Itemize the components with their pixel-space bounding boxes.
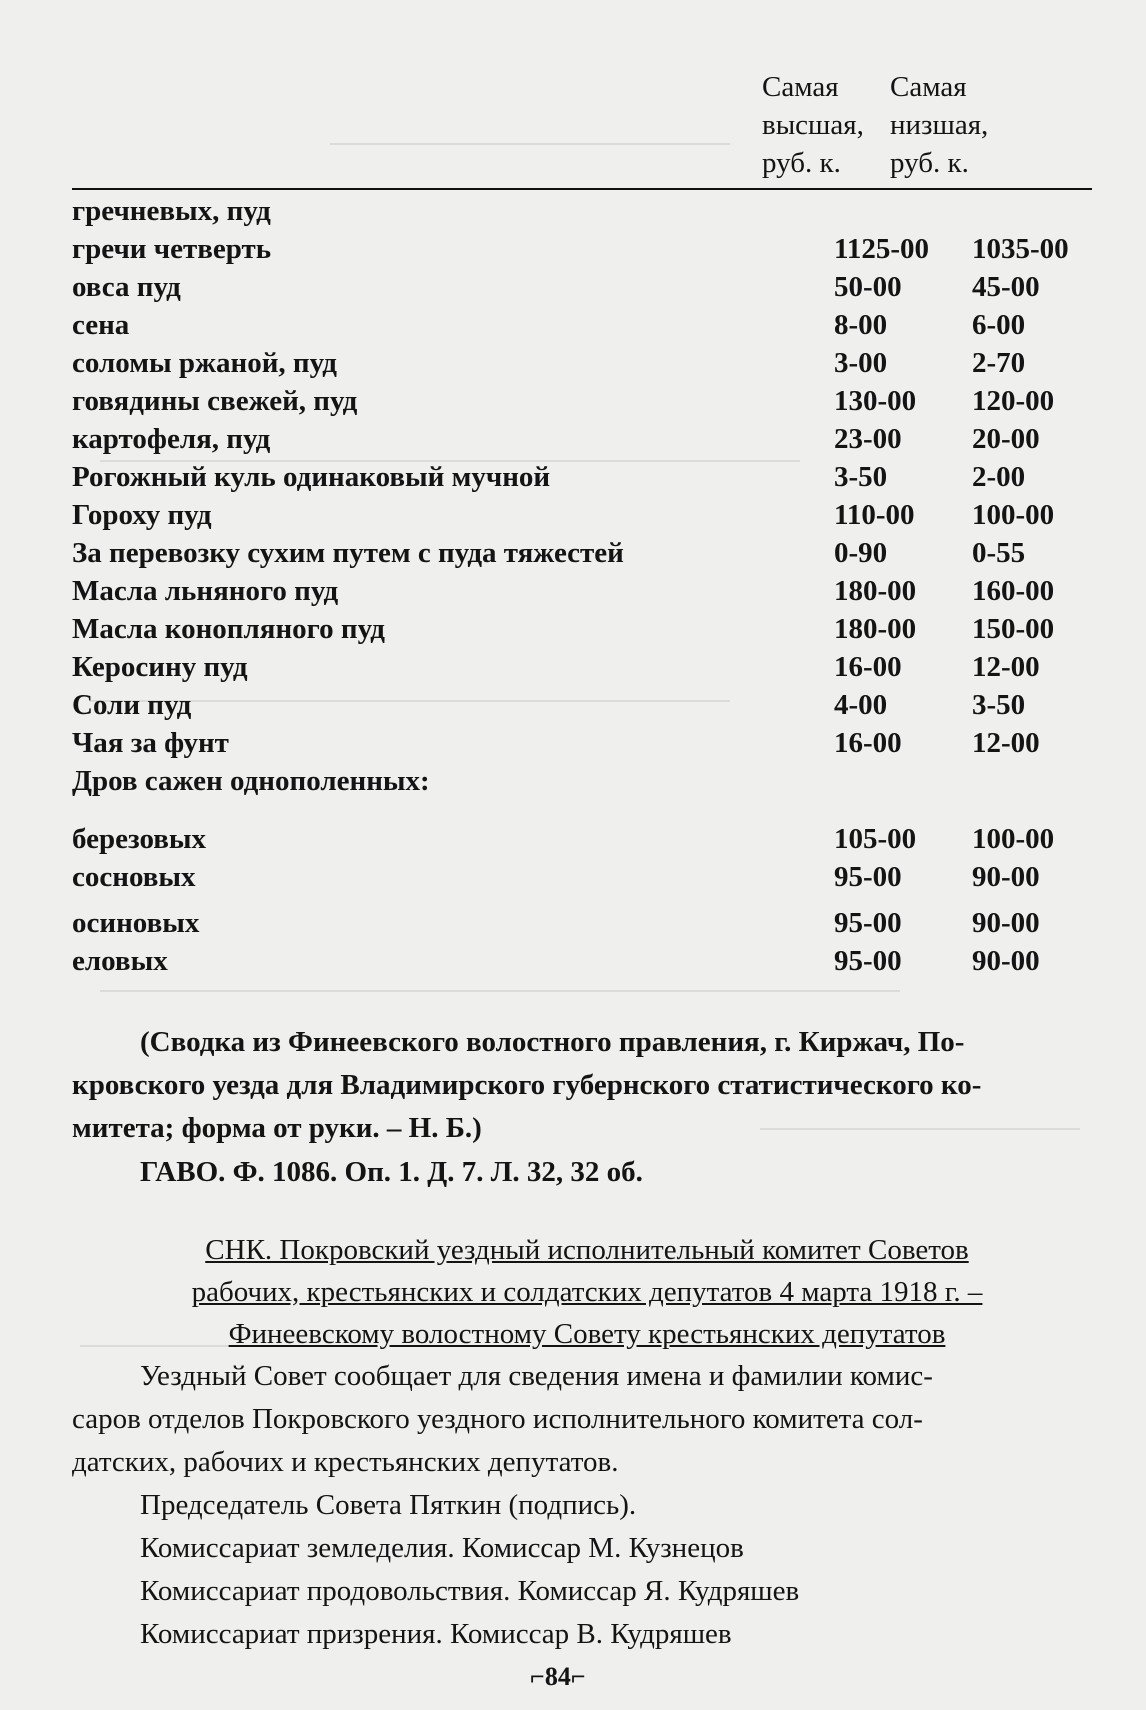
row-low-price: 6-00	[972, 309, 1026, 341]
row-low-price: 45-00	[972, 271, 1040, 303]
table-row	[72, 420, 1102, 458]
table-row	[72, 192, 1102, 230]
row-name: Масла конопляного пуд	[72, 613, 385, 645]
row-low-price: 3-50	[972, 689, 1026, 721]
row-low-price: 150-00	[972, 613, 1055, 645]
row-name: сосновых	[72, 861, 196, 893]
table-row	[72, 610, 1102, 648]
column-header-low	[890, 68, 988, 182]
table-row	[72, 344, 1102, 382]
note-line: (Сводка из Финеевского волостного правления, г. Киржач, По-	[140, 1026, 965, 1058]
row-name: осиновых	[72, 907, 200, 939]
column-header-high-line: высшая,	[762, 109, 864, 141]
row-high-price: 180-00	[834, 575, 917, 607]
note-line: кровского уезда для Владимирского губернского статистического ко-	[72, 1069, 982, 1101]
row-low-price: 12-00	[972, 651, 1040, 683]
row-name: соломы ржаной, пуд	[72, 347, 337, 379]
row-name: сена	[72, 309, 130, 341]
row-name: Гороху пуд	[72, 499, 212, 531]
column-header-low-line: Самая	[890, 71, 967, 103]
row-name: еловых	[72, 945, 168, 977]
table-row	[72, 382, 1102, 420]
row-low-price: 120-00	[972, 385, 1055, 417]
signature-line: Председатель Совета Пяткин (подпись).	[140, 1489, 637, 1521]
table-row	[72, 572, 1102, 610]
row-high-price: 95-00	[834, 907, 902, 939]
row-name: Масла льняного пуд	[72, 575, 339, 607]
column-header-high-line: руб. к.	[762, 147, 841, 179]
row-high-price: 50-00	[834, 271, 902, 303]
row-name: За перевозку сухим путем с пуда тяжестей	[72, 537, 624, 569]
row-name: березовых	[72, 823, 207, 855]
column-header-high-line: Самая	[762, 71, 839, 103]
column-header-high	[762, 68, 864, 182]
row-low-price: 100-00	[972, 823, 1055, 855]
page-number	[530, 1662, 586, 1692]
table-row	[72, 496, 1102, 534]
row-low-price: 0-55	[972, 537, 1026, 569]
row-name: овса пуд	[72, 271, 181, 303]
row-low-price: 2-70	[972, 347, 1026, 379]
archive-reference: ГАВО. Ф. 1086. Оп. 1. Д. 7. Л. 32, 32 об.	[140, 1156, 643, 1188]
commissar-line: Комиссариат продовольствия. Комиссар Я. Кудряшев	[140, 1575, 800, 1607]
table-row	[72, 230, 1102, 268]
table-row	[72, 904, 1102, 942]
row-low-price: 90-00	[972, 861, 1040, 893]
row-high-price: 3-50	[834, 461, 888, 493]
note-line: митета; форма от руки. – Н. Б.)	[72, 1112, 482, 1144]
row-low-price: 90-00	[972, 907, 1040, 939]
commissar-line: Комиссариат земледелия. Комиссар М. Кузнецов	[140, 1532, 744, 1564]
heading-line: СНК. Покровский уездный исполнительный комитет Советов	[205, 1234, 969, 1266]
row-low-price: 12-00	[972, 727, 1040, 759]
page-number-ornament: ⌐	[530, 1662, 545, 1691]
commissar-line: Комиссариат призрения. Комиссар В. Кудряшев	[140, 1618, 732, 1650]
table-row	[72, 858, 1102, 896]
row-high-price: 23-00	[834, 423, 902, 455]
row-low-price: 100-00	[972, 499, 1055, 531]
row-high-price: 95-00	[834, 861, 902, 893]
table-row	[72, 686, 1102, 724]
row-low-price: 1035-00	[972, 233, 1069, 265]
row-high-price: 16-00	[834, 651, 902, 683]
body-line: Уездный Совет сообщает для сведения имена и фамилии комис-	[140, 1360, 933, 1392]
body-line: датских, рабочих и крестьянских депутатов.	[72, 1446, 619, 1478]
table-row	[72, 942, 1102, 980]
row-name: Соли пуд	[72, 689, 192, 721]
row-high-price: 130-00	[834, 385, 917, 417]
table-row	[72, 648, 1102, 686]
row-high-price: 0-90	[834, 537, 888, 569]
row-name: Чая за фунт	[72, 727, 229, 759]
table-row	[72, 762, 1102, 800]
page-number-value: 84	[544, 1662, 571, 1691]
column-header-low-line: руб. к.	[890, 147, 969, 179]
table-row	[72, 268, 1102, 306]
column-header-low-line: низшая,	[890, 109, 989, 141]
row-name: говядины свежей, пуд	[72, 385, 358, 417]
row-low-price: 20-00	[972, 423, 1040, 455]
row-high-price: 8-00	[834, 309, 888, 341]
page-number-ornament: ⌐	[570, 1662, 586, 1691]
heading-line: Финеевскому волостному Совету крестьянских депутатов	[228, 1318, 946, 1350]
row-high-price: 110-00	[834, 499, 915, 531]
row-high-price: 4-00	[834, 689, 888, 721]
row-name: Рогожный куль одинаковый мучной	[72, 461, 551, 493]
table-row	[72, 306, 1102, 344]
table-row	[72, 458, 1102, 496]
row-high-price: 16-00	[834, 727, 902, 759]
row-high-price: 180-00	[834, 613, 917, 645]
row-high-price: 1125-00	[834, 233, 930, 265]
table-header-rule	[72, 188, 1092, 190]
row-name: картофеля, пуд	[72, 423, 271, 455]
row-name: гречи четверть	[72, 233, 272, 265]
body-line: саров отделов Покровского уездного исполнительного комитета сол-	[72, 1403, 923, 1435]
row-name: Дров сажен однополенных:	[72, 765, 430, 797]
row-name: гречневых, пуд	[72, 195, 271, 227]
row-low-price: 160-00	[972, 575, 1055, 607]
row-name: Керосину пуд	[72, 651, 248, 683]
heading-line: рабочих, крестьянских и солдатских депутатов 4 марта 1918 г. –	[191, 1276, 983, 1308]
table-row	[72, 724, 1102, 762]
row-high-price: 3-00	[834, 347, 888, 379]
table-row	[72, 820, 1102, 858]
table-row	[72, 534, 1102, 572]
row-high-price: 105-00	[834, 823, 917, 855]
row-low-price: 2-00	[972, 461, 1026, 493]
row-low-price: 90-00	[972, 945, 1040, 977]
row-high-price: 95-00	[834, 945, 902, 977]
